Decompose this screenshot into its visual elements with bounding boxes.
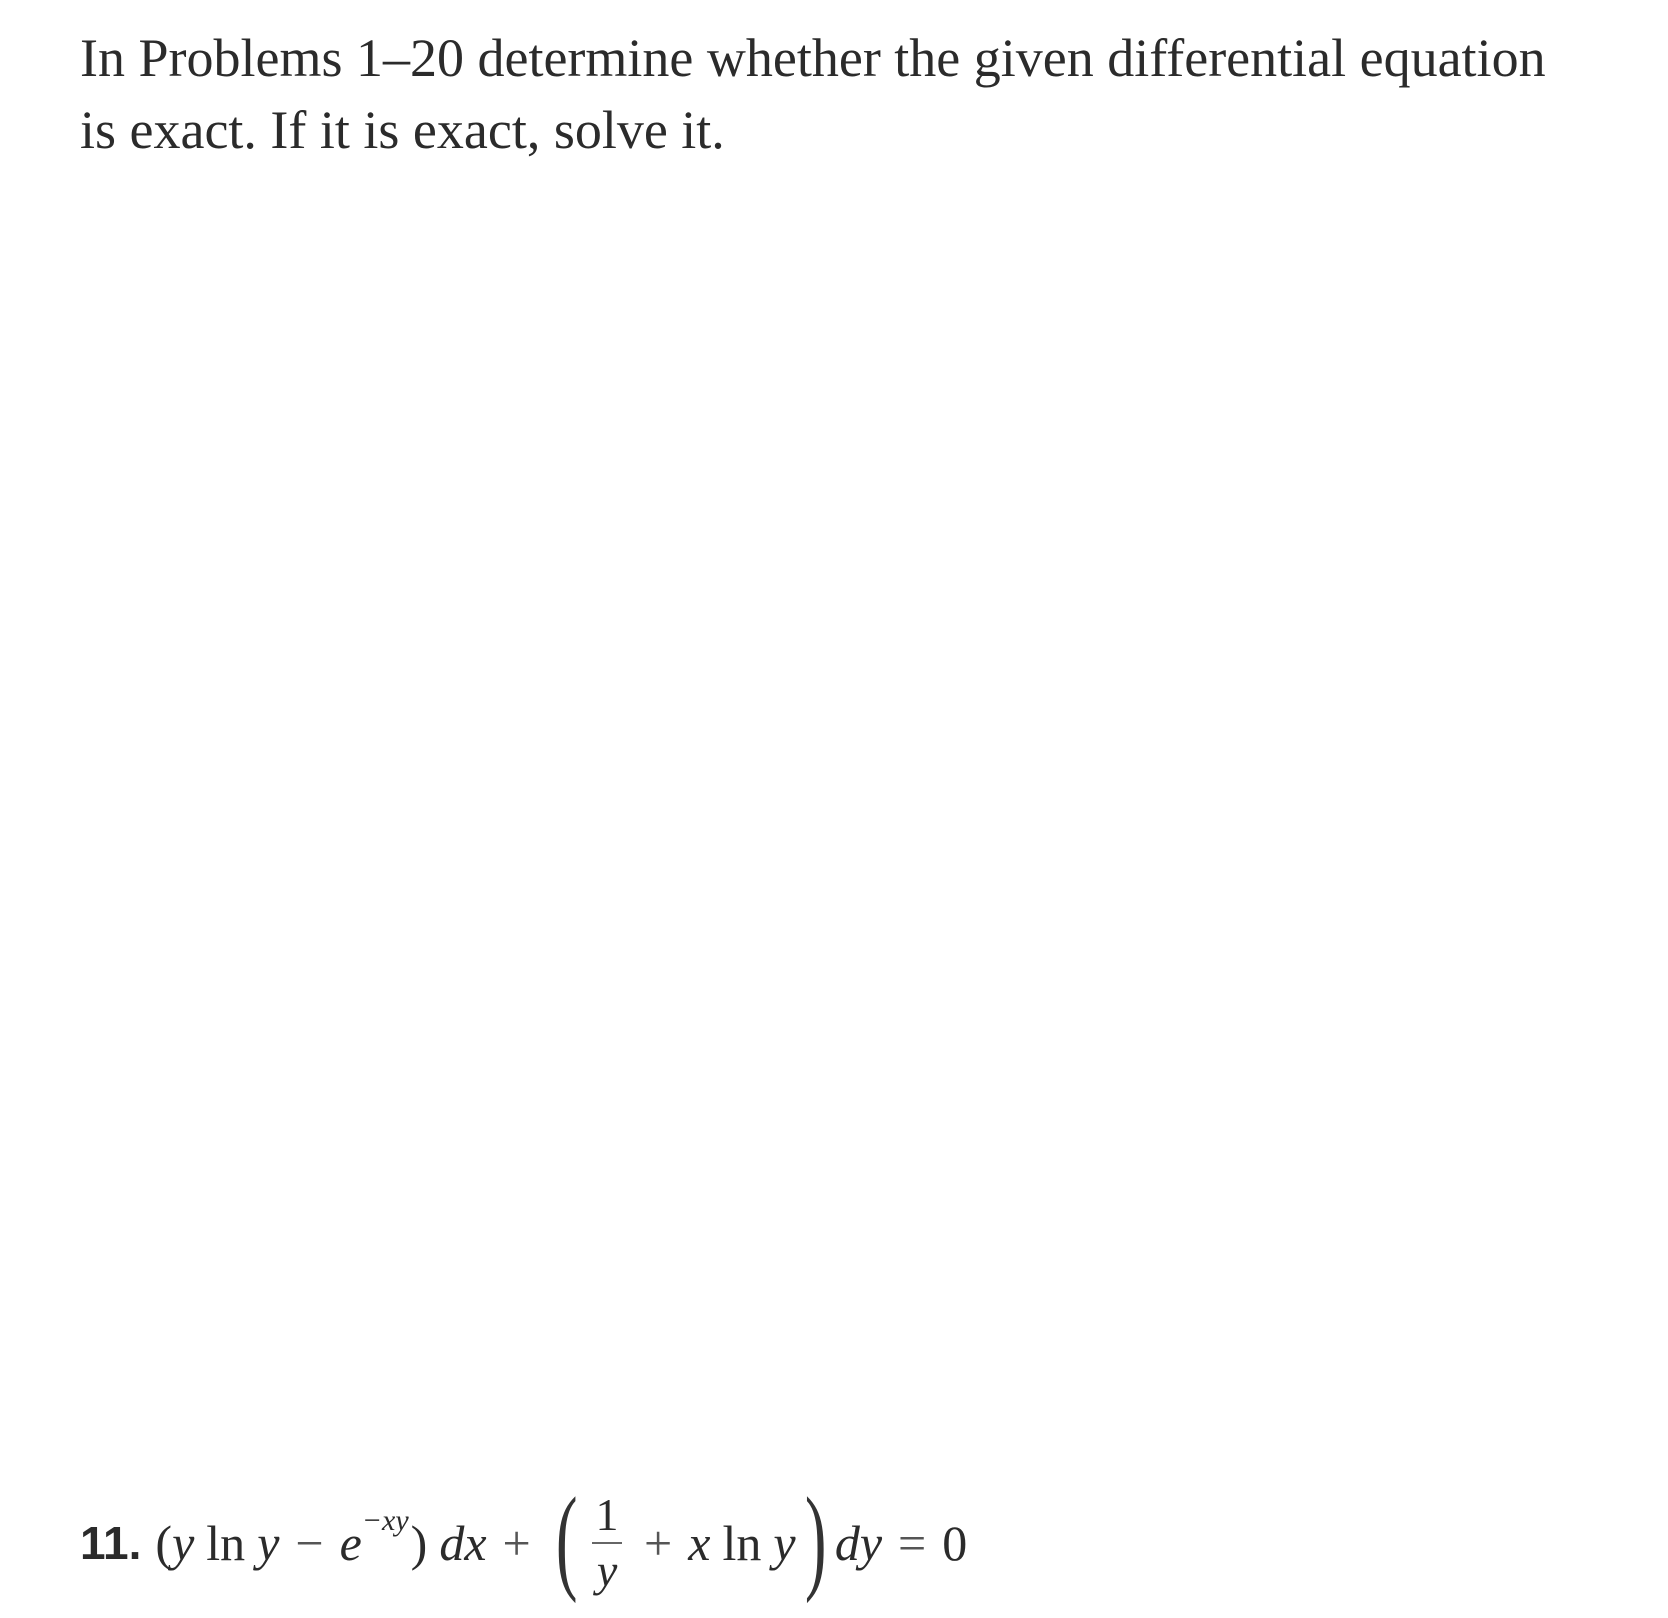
problem-number: 11. (80, 1517, 142, 1569)
fraction-denominator: y (596, 1545, 618, 1596)
var-y: y (773, 1515, 796, 1571)
var-x: x (688, 1515, 711, 1571)
var-y: y (257, 1515, 280, 1571)
big-close-paren: ) (804, 1473, 827, 1604)
exponent: −xy (361, 1504, 409, 1537)
fraction-one-over-y (592, 1489, 622, 1596)
equals-sign: = (898, 1515, 927, 1571)
problem-instructions (80, 22, 1640, 166)
close-paren: ) (410, 1515, 428, 1571)
dx-term: dx (439, 1515, 487, 1571)
big-open-paren: ( (555, 1473, 578, 1604)
open-paren: ( (155, 1515, 173, 1571)
fraction-numerator: 1 (595, 1489, 619, 1540)
problem-11 (80, 1468, 967, 1618)
var-y: y (172, 1515, 195, 1571)
dy-term: dy (834, 1515, 883, 1571)
ln-function: ln (206, 1515, 246, 1571)
exp-base: e (339, 1515, 362, 1571)
plus-sign: + (502, 1515, 531, 1571)
minus-sign: − (295, 1515, 324, 1571)
plus-sign: + (644, 1515, 673, 1571)
ln-function: ln (722, 1515, 762, 1571)
instructions-line-1: In Problems 1–20 determine whether the given differential equation (80, 28, 1546, 88)
right-hand-side: 0 (942, 1515, 968, 1571)
differential-equation (155, 1473, 968, 1604)
instructions-line-2: is exact. If it is exact, solve it. (80, 100, 725, 160)
